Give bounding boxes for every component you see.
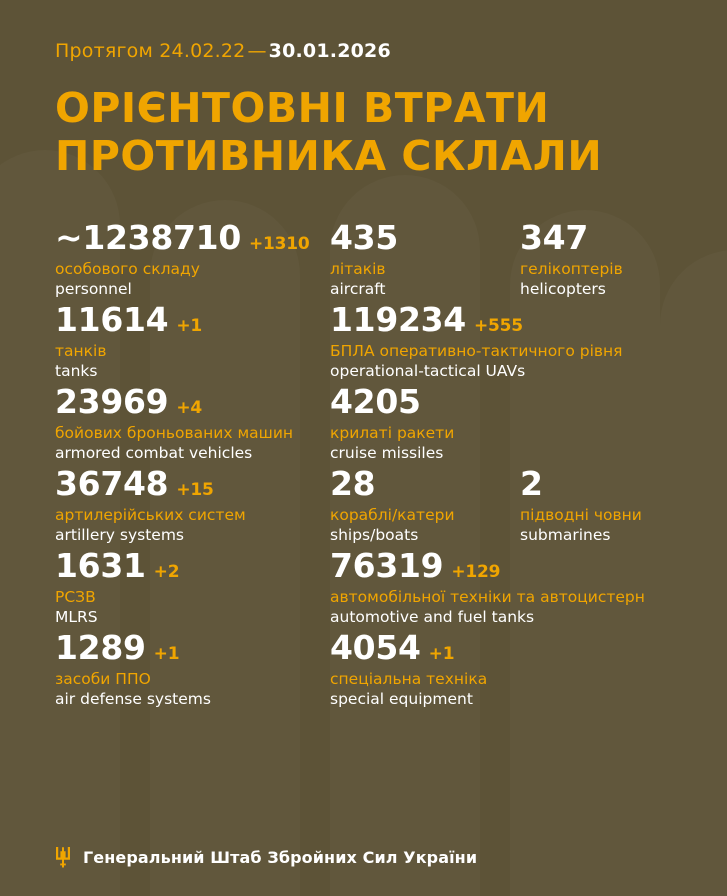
loss-item-uavs — [330, 299, 623, 381]
loss-label-en: operational-tactical UAVs — [330, 361, 526, 380]
loss-value: 1631 — [55, 545, 146, 585]
loss-value-line — [55, 463, 246, 503]
loss-delta: +2 — [153, 561, 180, 582]
loss-label-ua: кораблі/катери — [330, 506, 455, 525]
footer-text: Генеральний Штаб Збройних Сил України — [83, 847, 478, 867]
loss-value-line — [55, 299, 202, 339]
loss-label-ua: РСЗВ — [55, 588, 96, 607]
loss-value: 2 — [520, 463, 543, 503]
period-start: Протягом 24.02.22 — [55, 40, 246, 62]
trident-icon — [55, 846, 71, 868]
loss-value: 11614 — [55, 299, 169, 339]
loss-value: 4205 — [330, 381, 421, 421]
loss-label-ua: гелікоптерів — [520, 260, 623, 279]
losses-row — [55, 299, 672, 380]
loss-value-line — [330, 627, 487, 667]
loss-label-ua: крилаті ракети — [330, 424, 455, 443]
loss-delta: +1310 — [248, 233, 310, 254]
loss-value: 4054 — [330, 627, 421, 667]
loss-value: 28 — [330, 463, 376, 503]
loss-value: ~1238710 — [55, 217, 241, 257]
loss-value: 119234 — [330, 299, 466, 339]
loss-value-line — [330, 217, 406, 257]
loss-label-en: air defense systems — [55, 689, 211, 708]
loss-item-armored-vehicles — [55, 381, 294, 463]
loss-item-tanks — [55, 299, 202, 381]
loss-label-en: personnel — [55, 279, 132, 298]
loss-label-en: ships/boats — [330, 525, 419, 544]
loss-delta: +1 — [176, 315, 202, 336]
loss-delta: +15 — [176, 479, 214, 500]
loss-label-ua: бойових броньованих машин — [55, 424, 294, 443]
loss-label-en: submarines — [520, 525, 611, 544]
loss-value-line — [520, 463, 642, 503]
loss-label-en: cruise missiles — [330, 443, 444, 462]
loss-value-line — [55, 545, 180, 585]
loss-delta: +129 — [451, 561, 501, 582]
loss-label-ua: БПЛА оперативно-тактичного рівня — [330, 342, 623, 361]
loss-value: 1289 — [55, 627, 146, 667]
loss-value-line — [330, 299, 622, 339]
loss-delta: +555 — [473, 315, 523, 336]
loss-label-ua: літаків — [330, 260, 386, 279]
losses-row — [55, 545, 672, 626]
loss-value-line — [55, 381, 293, 421]
losses-row — [55, 381, 672, 462]
loss-label-en: helicopters — [520, 279, 606, 298]
page-title — [55, 84, 672, 181]
losses-row — [55, 217, 672, 298]
loss-value: 347 — [520, 217, 588, 257]
loss-label-ua: танків — [55, 342, 107, 361]
loss-value: 23969 — [55, 381, 169, 421]
loss-label-en: special equipment — [330, 689, 473, 708]
loss-label-en: armored combat vehicles — [55, 443, 253, 462]
loss-item-personnel — [55, 217, 310, 299]
loss-item-artillery — [55, 463, 246, 545]
loss-value-line — [55, 627, 211, 667]
loss-value-line — [330, 381, 454, 421]
loss-item-aircraft — [330, 217, 406, 299]
loss-label-ua: автомобільної техніки та автоцистерн — [330, 588, 645, 607]
loss-value: 435 — [330, 217, 398, 257]
period-line — [55, 40, 672, 62]
loss-value-line — [55, 217, 310, 257]
page-title-line-2: ПРОТИВНИКА СКЛАЛИ — [55, 132, 603, 181]
loss-label-en: artillery systems — [55, 525, 184, 544]
page-title-line-1: ОРІЄНТОВНІ ВТРАТИ — [55, 84, 550, 132]
loss-value-line — [330, 545, 645, 585]
loss-value-line — [330, 463, 455, 503]
loss-label-en: automotive and fuel tanks — [330, 607, 535, 626]
loss-label-ua: спеціальна техніка — [330, 670, 488, 689]
loss-label-ua: артилерійських систем — [55, 506, 246, 525]
losses-row — [55, 627, 672, 708]
loss-label-ua: підводні човни — [520, 506, 642, 525]
loss-delta: +1 — [153, 643, 180, 664]
loss-item-ships — [330, 463, 455, 545]
loss-value: 76319 — [330, 545, 444, 585]
period-dash: — — [247, 40, 267, 62]
loss-label-en: aircraft — [330, 279, 386, 298]
loss-label-en: MLRS — [55, 607, 98, 626]
losses-grid — [55, 217, 672, 708]
period-end-date: 30.01.2026 — [268, 40, 391, 62]
loss-item-submarines — [520, 463, 642, 545]
loss-item-helicopters — [520, 217, 623, 299]
loss-label-en: tanks — [55, 361, 98, 380]
loss-delta: +1 — [428, 643, 455, 664]
loss-item-mlrs — [55, 545, 180, 627]
loss-value-line — [520, 217, 623, 257]
loss-label-ua: засоби ППО — [55, 670, 151, 689]
loss-value: 36748 — [55, 463, 169, 503]
loss-delta: +4 — [176, 397, 202, 418]
loss-item-special-equipment — [330, 627, 488, 709]
loss-item-air-defense — [55, 627, 211, 709]
loss-item-cruise-missiles — [330, 381, 455, 463]
loss-item-automotive — [330, 545, 645, 627]
losses-row — [55, 463, 672, 544]
loss-label-ua: особового складу — [55, 260, 200, 279]
footer — [55, 846, 477, 868]
